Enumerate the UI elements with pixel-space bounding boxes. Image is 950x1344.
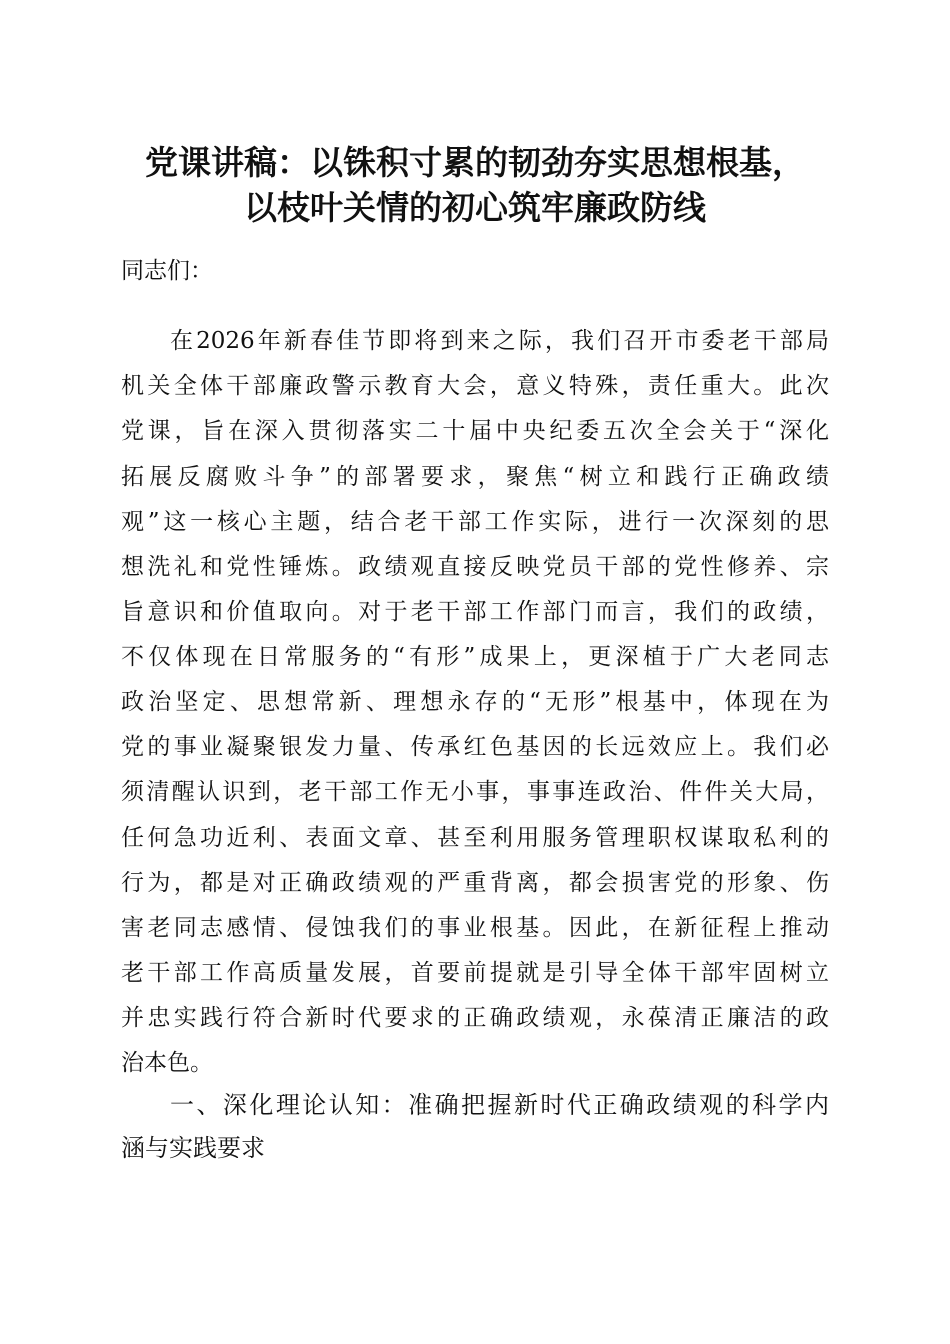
paragraph-line: 并忠实践行符合新时代要求的正确政绩观，永葆清正廉洁的政 [121, 1005, 829, 1031]
document-title-line-2: 以枝叶关情的初心筑牢廉政防线 [244, 188, 706, 227]
paragraph-line: 不仅体现在日常服务的“有形”成果上，更深植于广大老同志 [121, 644, 829, 670]
paragraph-line: 拓展反腐败斗争”的部署要求，聚焦“树立和践行正确政绩 [121, 464, 829, 490]
paragraph-line: 在2026年新春佳节即将到来之际，我们召开市委老干部局 [170, 328, 829, 354]
section-heading-line-2: 涵与实践要求 [121, 1134, 265, 1162]
salutation: 同志们： [121, 258, 213, 284]
paragraph-line: 害老同志感情、侵蚀我们的事业根基。因此，在新征程上推动 [121, 915, 829, 941]
paragraph-line: 想洗礼和党性锤炼。政绩观直接反映党员干部的党性修养、宗 [121, 554, 829, 580]
paragraph-line: 观”这一核心主题，结合老干部工作实际，进行一次深刻的思 [121, 509, 829, 535]
paragraph-line: 治本色。 [121, 1050, 213, 1076]
paragraph-line: 任何急功近利、表面文章、甚至利用服务管理职权谋取私利的 [121, 825, 829, 851]
paragraph-line: 机关全体干部廉政警示教育大会，意义特殊，责任重大。此次 [121, 373, 829, 399]
paragraph-line: 党课，旨在深入贯彻落实二十届中央纪委五次全会关于“深化 [121, 418, 829, 444]
paragraph-line: 行为，都是对正确政绩观的严重背离，都会损害党的形象、伤 [121, 870, 829, 896]
paragraph-line: 旨意识和价值取向。对于老干部工作部门而言，我们的政绩， [121, 599, 829, 625]
paragraph-line: 老干部工作高质量发展，首要前提就是引导全体干部牢固树立 [121, 960, 829, 986]
document-title-line-1: 党课讲稿：以铢积寸累的韧劲夯实思想根基， [145, 143, 805, 182]
section-heading-line-1: 一、深化理论认知：准确把握新时代正确政绩观的科学内 [170, 1091, 829, 1119]
paragraph-line: 党的事业凝聚银发力量、传承红色基因的长远效应上。我们必 [121, 734, 829, 760]
paragraph-line: 须清醒认识到，老干部工作无小事，事事连政治、件件关大局， [121, 779, 829, 805]
paragraph-line: 政治坚定、思想常新、理想永存的“无形”根基中，体现在为 [121, 689, 829, 715]
